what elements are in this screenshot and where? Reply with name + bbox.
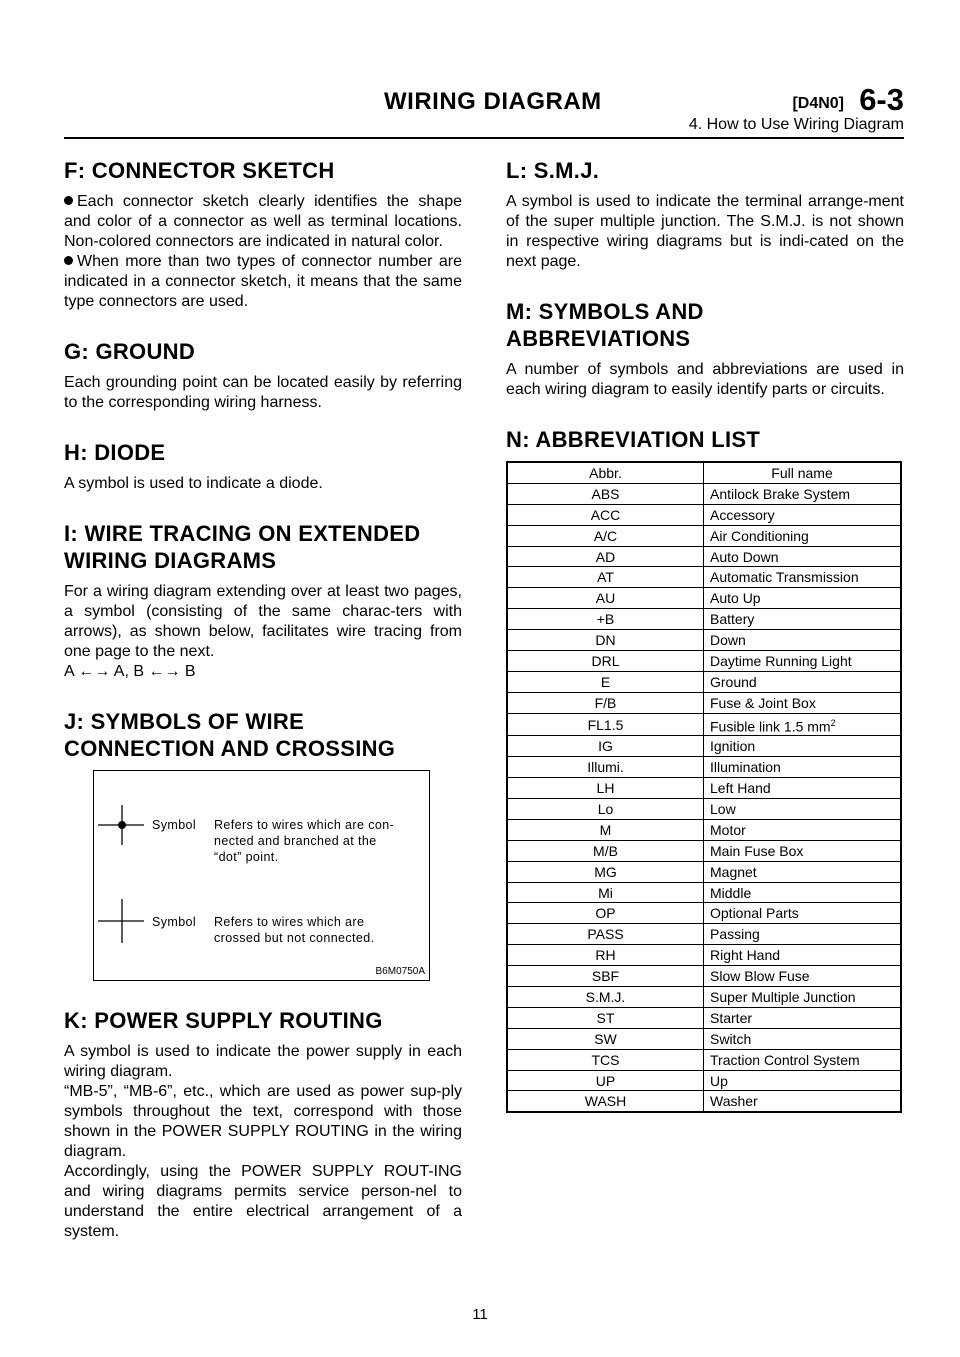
abbr-cell: TCS — [507, 1049, 704, 1070]
table-row — [507, 567, 901, 588]
full-name-cell: Washer — [704, 1091, 902, 1112]
abbr-cell: M/B — [507, 840, 704, 861]
heading-smj: L: S.M.J. — [506, 158, 600, 183]
full-name-cell: Fusible link 1.5 $mm^2$ — [704, 713, 902, 736]
header-title: WIRING DIAGRAM — [384, 88, 602, 115]
symbol1-description: Refers to wires which are con- nected and branched at the “dot” point. — [214, 818, 395, 864]
bullet-dot-icon — [64, 196, 73, 205]
abbreviation-table — [506, 461, 902, 1113]
symbol2-description: Refers to wires which are crossed but not connected. — [214, 915, 375, 945]
table-header-row — [507, 462, 901, 483]
header-rule — [64, 137, 904, 139]
table-row — [507, 1091, 901, 1112]
abbr-cell: SBF — [507, 966, 704, 987]
abbr-cell: WASH — [507, 1091, 704, 1112]
table-row — [507, 840, 901, 861]
table-row — [507, 630, 901, 651]
table-row — [507, 483, 901, 504]
full-name-cell: Traction Control System — [704, 1049, 902, 1070]
junction-dot-icon — [118, 821, 126, 829]
abbr-cell: AU — [507, 588, 704, 609]
heading-power-supply-routing: K: POWER SUPPLY ROUTING — [64, 1008, 383, 1033]
text-diode: A symbol is used to indicate a diode. — [64, 475, 323, 492]
superscript: 2 — [830, 717, 836, 728]
table-row — [507, 861, 901, 882]
abbr-cell: F/B — [507, 692, 704, 713]
full-name-cell: Starter — [704, 1007, 902, 1028]
abbr-cell: SW — [507, 1028, 704, 1049]
full-name-cell: Up — [704, 1070, 902, 1091]
full-name-cell: Fuse & Joint Box — [704, 692, 902, 713]
abbr-cell: AD — [507, 546, 704, 567]
abbr-cell: ACC — [507, 504, 704, 525]
table-row — [507, 1007, 901, 1028]
full-name-cell: Main Fuse Box — [704, 840, 902, 861]
heading-wire-tracing: I: WIRE TRACING ON EXTENDED WIRING DIAGRAMS — [64, 521, 421, 573]
table-row — [507, 757, 901, 778]
abbr-cell: DN — [507, 630, 704, 651]
full-name-cell: Left Hand — [704, 778, 902, 799]
table-row — [507, 671, 901, 692]
table-row — [507, 778, 901, 799]
abbr-cell: LH — [507, 778, 704, 799]
abbr-cell: A/C — [507, 525, 704, 546]
abbr-cell: Illumi. — [507, 757, 704, 778]
abbr-cell: Mi — [507, 882, 704, 903]
abbr-cell: RH — [507, 945, 704, 966]
full-name-cell: Super Multiple Junction — [704, 987, 902, 1008]
table-row — [507, 713, 901, 736]
table-row — [507, 651, 901, 672]
text-power-supply-3: Accordingly, using the POWER SUPPLY ROUT-ING and wiring diagrams permits service person-nel to understand the entire electrical arrangement of a system. — [64, 1163, 462, 1240]
abbr-cell: UP — [507, 1070, 704, 1091]
full-name-cell: Passing — [704, 924, 902, 945]
abbr-cell: DRL — [507, 651, 704, 672]
heading-diode: H: DIODE — [64, 440, 166, 465]
table-row — [507, 945, 901, 966]
table-row — [507, 966, 901, 987]
full-name-cell: Accessory — [704, 504, 902, 525]
header-code: [D4N0] — [792, 95, 844, 112]
full-name-cell: Slow Blow Fuse — [704, 966, 902, 987]
table-row — [507, 1028, 901, 1049]
left-column — [64, 157, 462, 1268]
column-header-full-name: Full name — [704, 462, 902, 483]
abbr-cell: PASS — [507, 924, 704, 945]
table-row — [507, 692, 901, 713]
full-name-cell: Air Conditioning — [704, 525, 902, 546]
full-name-cell: Right Hand — [704, 945, 902, 966]
column-header-abbr: Abbr. — [507, 462, 704, 483]
full-name-cell: Ground — [704, 671, 902, 692]
full-name-cell: Antilock Brake System — [704, 483, 902, 504]
full-name-cell: Daytime Running Light — [704, 651, 902, 672]
abbr-cell: ABS — [507, 483, 704, 504]
page-number: 11 — [472, 1306, 488, 1323]
figure-code: B6M0750A — [375, 966, 425, 977]
full-name-cell: Auto Up — [704, 588, 902, 609]
text-smj: A symbol is used to indicate the terminal arrange-ment of the super multiple junction. The S.M.J. is not shown in respective wiring diagrams but is indi-cated on the next page. — [506, 193, 904, 270]
right-column — [506, 157, 904, 1113]
symbol2-label: Symbol — [152, 915, 197, 929]
page-header — [64, 78, 904, 138]
wire-symbols-drawing — [94, 771, 429, 980]
full-name-cell: Motor — [704, 819, 902, 840]
abbr-cell: MG — [507, 861, 704, 882]
table-row — [507, 819, 901, 840]
table-row — [507, 546, 901, 567]
text-ground: Each grounding point can be located easily by referring to the corresponding wiring harness. — [64, 374, 462, 411]
symbol1-label: Symbol — [152, 818, 197, 832]
text-wire-tracing: For a wiring diagram extending over at least two pages, a symbol (consisting of the same charac-ters with arrows), as shown below, facilitates wire tracing from one page to the next. — [64, 583, 462, 660]
abbr-cell: FL1.5 — [507, 713, 704, 736]
abbr-cell: M — [507, 819, 704, 840]
abbr-cell: S.M.J. — [507, 987, 704, 1008]
table-row — [507, 987, 901, 1008]
table-row — [507, 1049, 901, 1070]
heading-ground: G: GROUND — [64, 339, 196, 364]
table-row — [507, 924, 901, 945]
table-row — [507, 588, 901, 609]
abbr-cell: +B — [507, 609, 704, 630]
table-row — [507, 1070, 901, 1091]
full-name-cell: Illumination — [704, 757, 902, 778]
table-row — [507, 736, 901, 757]
full-name-cell: Ignition — [704, 736, 902, 757]
table-row — [507, 609, 901, 630]
heading-connector-sketch: F: CONNECTOR SKETCH — [64, 158, 335, 183]
full-name-cell: Down — [704, 630, 902, 651]
full-name-cell: Battery — [704, 609, 902, 630]
full-name-cell: Magnet — [704, 861, 902, 882]
abbr-cell: Lo — [507, 799, 704, 820]
abbr-cell: ST — [507, 1007, 704, 1028]
text-power-supply-1: A symbol is used to indicate the power supply in each wiring diagram. — [64, 1043, 462, 1080]
header-subtitle: 4. How to Use Wiring Diagram — [688, 116, 904, 133]
bullet-dot-icon — [64, 256, 73, 265]
abbr-cell: OP — [507, 903, 704, 924]
full-name-cell: Switch — [704, 1028, 902, 1049]
abbr-cell: IG — [507, 736, 704, 757]
full-name-cell: Auto Down — [704, 546, 902, 567]
heading-abbreviation-list: N: ABBREVIATION LIST — [506, 427, 761, 452]
header-section-number: 6-3 — [859, 82, 904, 117]
table-row — [507, 903, 901, 924]
abbr-cell: AT — [507, 567, 704, 588]
text-symbols-abbreviations: A number of symbols and abbreviations are used in each wiring diagram to easily identify parts or circuits. — [506, 361, 904, 398]
text-wire-tracing-arrows: A ←→ A, B ←→ B — [64, 663, 196, 680]
bullet-connector-sketch-1: Each connector sketch clearly identifies the shape and color of a connector as well as terminal locations. Non-colored connectors are indicated in natural color. — [64, 193, 462, 250]
full-name-cell: Middle — [704, 882, 902, 903]
table-row — [507, 882, 901, 903]
table-row — [507, 799, 901, 820]
table-row — [507, 504, 901, 525]
abbr-cell: E — [507, 671, 704, 692]
table-row — [507, 525, 901, 546]
heading-wire-connection: J: SYMBOLS OF WIRE CONNECTION AND CROSSING — [64, 709, 396, 761]
heading-symbols-abbreviations: M: SYMBOLS AND ABBREVIATIONS — [506, 299, 704, 351]
text-power-supply-2: “MB-5”, “MB-6”, etc., which are used as power sup-ply symbols throughout the text, correspond with those shown in the POWER SUPPLY ROUTING in the wiring diagram. — [64, 1083, 462, 1160]
wire-symbol-figure — [93, 770, 430, 981]
full-name-cell: Low — [704, 799, 902, 820]
full-name-cell: Automatic Transmission — [704, 567, 902, 588]
full-name-cell: Optional Parts — [704, 903, 902, 924]
bullet-connector-sketch-2: When more than two types of connector number are indicated in a connector sketch, it means that the same type connectors are used. — [64, 253, 462, 310]
